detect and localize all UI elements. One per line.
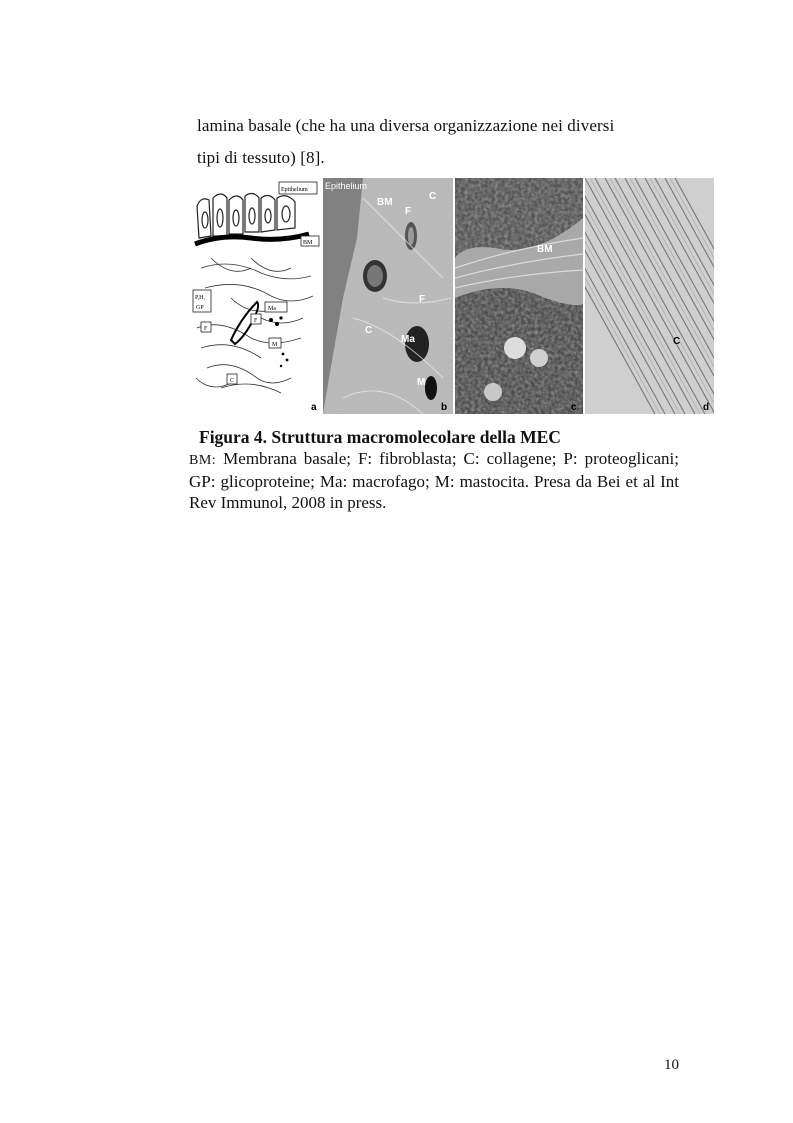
svg-text:BM: BM <box>537 244 553 255</box>
svg-text:Epithelium: Epithelium <box>325 181 368 191</box>
panel-letter-d: d <box>703 402 710 413</box>
svg-text:F: F <box>405 206 412 217</box>
svg-text:M: M <box>417 377 426 388</box>
svg-text:C: C <box>230 378 235 384</box>
body-text-line-1: lamina basale (che ha una diversa organizzazione nei diversi <box>197 116 615 135</box>
svg-text:C: C <box>365 325 373 336</box>
svg-text:BM: BM <box>303 240 313 246</box>
figure-caption-body <box>189 448 679 513</box>
figure-caption-title: Figura 4. Struttura macromolecolare della MEC <box>199 427 561 447</box>
svg-text:GP: GP <box>196 305 204 311</box>
figure-panel-c <box>455 178 583 414</box>
body-text-line-2: tipi di tessuto) [8]. <box>197 148 325 167</box>
figure-panel-b <box>323 178 453 414</box>
svg-text:P,H,: P,H, <box>195 295 206 301</box>
svg-text:M: M <box>272 342 278 348</box>
svg-text:Ma: Ma <box>401 334 415 345</box>
caption-text: Membrana basale; F: fibroblasta; C: collagene; P: proteoglicani; GP: glicoproteine; Ma: macrofago; M: mastocita. Presa da Bei et al Int Rev Immunol, 2008 in press. <box>189 449 679 512</box>
svg-text:F: F <box>419 294 426 305</box>
svg-text:C: C <box>673 336 681 347</box>
svg-text:BM: BM <box>377 197 393 208</box>
figure-4-image <box>191 178 714 414</box>
panel-letter-c: c <box>571 402 577 413</box>
figure-panel-a <box>191 178 321 414</box>
panel-letter-a: a <box>311 402 317 413</box>
svg-text:Epithelium: Epithelium <box>281 187 308 193</box>
svg-text:F: F <box>254 318 258 324</box>
panel-letter-b: b <box>441 402 448 413</box>
caption-abbreviation: BM: <box>189 453 217 468</box>
page-number: 10 <box>664 1057 679 1073</box>
svg-text:F: F <box>204 326 208 332</box>
figure-panel-d <box>585 178 714 414</box>
svg-text:Ma: Ma <box>268 306 276 312</box>
svg-text:C: C <box>429 191 437 202</box>
